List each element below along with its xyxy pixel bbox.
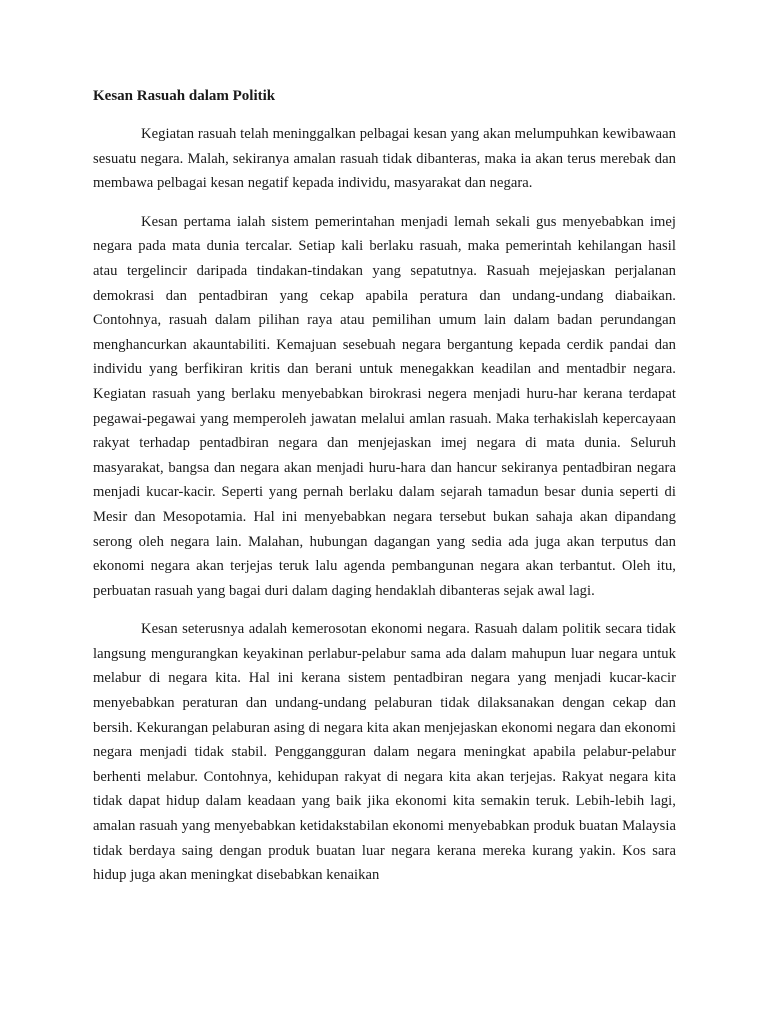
paragraph-second-effect: Kesan seterusnya adalah kemerosotan ekonomi negara. Rasuah dalam politik secara tidak langsung mengurangkan keyakinan perlabur-pelabur sama ada dalam mahupun luar negara untuk melabur di negara kita. Hal ini kerana sistem pentadbiran negara yang menjadi kucar-kacir menyebabkan peraturan dan undang-undang pelaburan tidak dilaksanakan dengan cekap dan bersih. Kekurangan pelaburan asing di negara kita akan menjejaskan ekonomi negara dan ekonomi negara menjadi tidak stabil. Penggangguran dalam negara meningkat apabila pelabur-pelabur berhenti melabur. Contohnya, kehidupan rakyat di negara kita akan terjejas. Rakyat negara kita tidak dapat hidup dalam keadaan yang baik jika ekonomi kita semakin teruk. Lebih-lebih lagi, amalan rasuah yang menyebabkan ketidakstabilan ekonomi menyebabkan produk buatan Malaysia tidak berdaya saing dengan produk buatan luar negara kerana mereka kurang yakin. Kos sara hidup juga akan meningkat disebabkan kenaikan — [93, 621, 676, 884]
paragraph-first-effect: Kesan pertama ialah sistem pemerintahan menjadi lemah sekali gus menyebabkan imej negara pada mata dunia tercalar. Setiap kali berlaku rasuah, maka pemerintah kehilangan hasil atau tergelincir daripada tindakan-tindakan yang sepatutnya. Rasuah mejejaskan perjalanan demokrasi dan pentadbiran yang cekap apabila peratura dan undang-undang diabaikan. Contohnya, rasuah dalam pilihan raya atau pemilihan umum lain dalam badan perundangan menghancurkan akauntabiliti. Kemajuan sesebuah negara bergantung kepada cerdik pandai dan individu yang berfikiran kritis dan berani untuk menegakkan keadilan and mentadbir negara. Kegiatan rasuah yang berlaku menyebabkan birokrasi negera menjadi huru-har kerana terdapat pegawai-pegawai yang memperoleh jawatan melalui amlan rasuah. Maka terhakislah kepercayaan rakyat terhadap pentadbiran negara dan menjejaskan imej negara di mata dunia. Seluruh masyarakat, bangsa dan negara akan menjadi huru-hara dan hancur sekiranya pentadbiran negara menjadi kucar-kacir. Seperti yang pernah berlaku dalam sejarah tamadun besar dunia seperti di Mesir dan Mesopotamia. Hal ini menyebabkan negara tersebut bukan sahaja akan dipandang serong oleh negara lain. Malahan, hubungan dagangan yang sedia ada juga akan terputus dan ekonomi negara akan terjejas teruk lalu agenda pembangunan negara akan terbantut. Oleh itu, perbuatan rasuah yang bagai duri dalam daging hendaklah dibanteras sejak awal lagi. — [93, 213, 676, 599]
document-heading: Kesan Rasuah dalam Politik — [93, 88, 276, 104]
document-page — [93, 86, 676, 902]
paragraph-intro: Kegiatan rasuah telah meninggalkan pelbagai kesan yang akan melumpuhkan kewibawaan sesuatu negara. Malah, sekiranya amalan rasuah tidak dibanteras, maka ia akan terus merebak dan membawa pelbagai kesan negatif kepada individu, masyarakat dan negara. — [93, 126, 676, 192]
